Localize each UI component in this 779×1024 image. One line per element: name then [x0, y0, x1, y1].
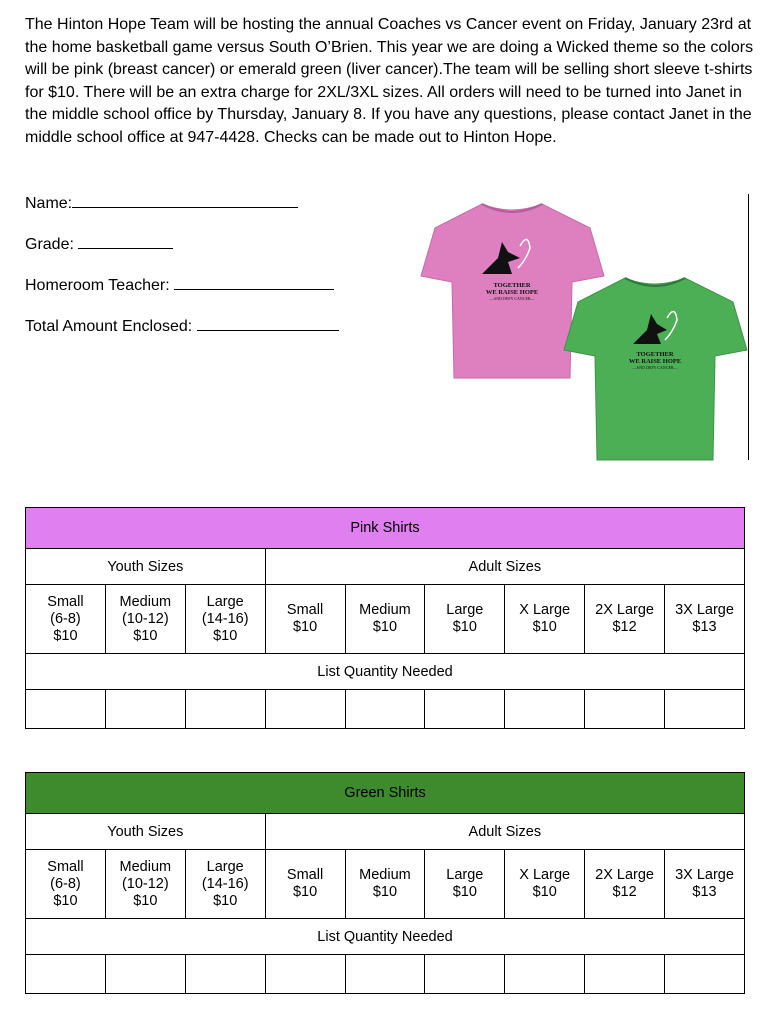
quantity-input-cell[interactable] — [345, 955, 425, 994]
green-table-title: Green Shirts — [26, 773, 745, 814]
pink-order-table — [25, 507, 745, 729]
quantity-label: List Quantity Needed — [26, 919, 745, 955]
teacher-label: Homeroom Teacher: — [25, 277, 175, 294]
quantity-input-cell[interactable] — [185, 955, 265, 994]
name-label: Name: — [25, 195, 73, 212]
teacher-line[interactable] — [174, 273, 334, 290]
size-cell-line: $10 — [53, 892, 78, 909]
size-cell-line: Medium — [359, 867, 411, 883]
size-cell-line: 3X Large — [675, 602, 734, 618]
intro-paragraph: The Hinton Hope Team will be hosting the annual Coaches vs Cancer event on Friday, January 23rd at the home basketball game versus South O’Brien. This year we are doing a Wicked theme so the colors will be pink (breast cancer) or emerald green (liver cancer).The team will be selling short sleeve t-shirts for $10. There will be an extra charge for 2XL/3XL sizes. All orders will need to be turned into Janet in the middle school office by Thursday, January 8. If you have any questions, please contact Janet in the middle school office at 947-4428. Checks can be made out to Hinton Hope. — [25, 16, 754, 146]
size-cell-line: (6-8) — [50, 610, 81, 627]
quantity-input-cell[interactable] — [265, 955, 345, 994]
size-cell-line: Small — [286, 867, 324, 883]
pink-print-line3: —AND DEFY CANCER— — [489, 296, 535, 301]
size-cell-line: 3X Large — [675, 867, 734, 883]
size-cell-line: $10 — [372, 884, 398, 900]
name-line[interactable] — [72, 191, 298, 208]
pink-print-line2: WE RAISE HOPE — [485, 289, 539, 296]
size-cell — [185, 850, 265, 919]
size-cell-line: (10-12) — [121, 610, 169, 627]
quantity-input-cell[interactable] — [105, 690, 185, 729]
size-cell-line: Large — [446, 602, 484, 618]
size-cell-line: Large — [206, 858, 244, 875]
size-cell-line: Small — [47, 593, 84, 610]
size-cell — [665, 585, 745, 654]
size-cell — [665, 850, 745, 919]
quantity-input-cell[interactable] — [425, 690, 505, 729]
pink-print-line1: TOGETHER — [493, 282, 531, 289]
size-cell-line: 2X Large — [595, 867, 654, 883]
size-cell-line: $10 — [133, 627, 158, 644]
size-cell-line: $13 — [692, 619, 717, 635]
size-row — [26, 585, 745, 654]
size-cell — [345, 585, 425, 654]
quantity-label: List Quantity Needed — [26, 654, 745, 690]
quantity-input-cell[interactable] — [185, 690, 265, 729]
size-cell-line: 2X Large — [595, 602, 654, 618]
name-field[interactable] — [25, 191, 298, 213]
size-cell-line: Large — [206, 593, 244, 610]
amount-line[interactable] — [197, 314, 339, 331]
size-cell — [585, 850, 665, 919]
teacher-field[interactable] — [25, 273, 334, 295]
size-cell-line: (6-8) — [50, 875, 81, 892]
quantity-input-cell[interactable] — [505, 955, 585, 994]
quantity-input-cell[interactable] — [105, 955, 185, 994]
size-cell — [505, 585, 585, 654]
quantity-input-cell[interactable] — [585, 690, 665, 729]
size-cell — [26, 585, 106, 654]
size-cell — [185, 585, 265, 654]
size-cell-line: $10 — [133, 892, 158, 909]
green-print-line2: WE RAISE HOPE — [628, 358, 682, 365]
size-cell-line: $10 — [213, 892, 238, 909]
size-cell — [105, 850, 185, 919]
youth-sizes-header: Youth Sizes — [26, 814, 266, 850]
size-cell-line: Small — [286, 602, 324, 618]
size-cell — [425, 850, 505, 919]
quantity-input-cell[interactable] — [26, 955, 106, 994]
size-cell-line: X Large — [519, 867, 571, 883]
size-cell — [265, 585, 345, 654]
size-cell-line: $13 — [692, 884, 717, 900]
size-cell-line: (14-16) — [201, 875, 249, 892]
size-cell-line: $10 — [213, 627, 238, 644]
pink-table-title: Pink Shirts — [26, 508, 745, 549]
size-row — [26, 850, 745, 919]
size-cell-line: (10-12) — [121, 875, 169, 892]
quantity-input-cell[interactable] — [345, 690, 425, 729]
size-cell-line: $10 — [292, 619, 318, 635]
size-cell-line: Medium — [119, 593, 172, 610]
size-cell — [105, 585, 185, 654]
size-cell-line: $12 — [612, 619, 637, 635]
quantity-input-cell[interactable] — [665, 690, 745, 729]
quantity-input-cell[interactable] — [265, 690, 345, 729]
quantity-row — [26, 955, 745, 994]
green-print-line1: TOGETHER — [636, 351, 674, 358]
amount-field[interactable] — [25, 314, 339, 336]
divider-line — [748, 194, 749, 460]
size-cell-line: Large — [446, 867, 484, 883]
size-cell-line: $12 — [612, 884, 637, 900]
size-cell-line: Medium — [359, 602, 411, 618]
size-cell-line: $10 — [372, 619, 398, 635]
size-cell-line: X Large — [519, 602, 571, 618]
green-shirt-image — [563, 272, 748, 462]
size-cell — [585, 585, 665, 654]
quantity-input-cell[interactable] — [505, 690, 585, 729]
size-cell-line: (14-16) — [201, 610, 249, 627]
size-cell — [505, 850, 585, 919]
size-cell — [26, 850, 106, 919]
grade-field[interactable] — [25, 232, 173, 254]
size-cell-line: $10 — [532, 619, 557, 635]
adult-sizes-header: Adult Sizes — [265, 814, 744, 850]
grade-line[interactable] — [78, 232, 173, 249]
quantity-row — [26, 690, 745, 729]
grade-label: Grade: — [25, 236, 79, 253]
size-cell-line: $10 — [452, 619, 477, 635]
amount-label: Total Amount Enclosed: — [25, 318, 197, 335]
size-cell-line: Small — [47, 858, 84, 875]
quantity-input-cell[interactable] — [26, 690, 106, 729]
green-print-line3: —AND DEFY CANCER— — [632, 365, 678, 370]
size-cell — [425, 585, 505, 654]
quantity-input-cell[interactable] — [585, 955, 665, 994]
size-cell — [345, 850, 425, 919]
green-order-table — [25, 772, 745, 994]
size-cell-line: Medium — [119, 858, 172, 875]
size-cell-line: $10 — [532, 884, 557, 900]
youth-sizes-header: Youth Sizes — [26, 549, 266, 585]
quantity-input-cell[interactable] — [665, 955, 745, 994]
size-cell-line: $10 — [452, 884, 477, 900]
size-cell-line: $10 — [53, 627, 78, 644]
quantity-input-cell[interactable] — [425, 955, 505, 994]
size-cell-line: $10 — [292, 884, 318, 900]
adult-sizes-header: Adult Sizes — [265, 549, 744, 585]
size-cell — [265, 850, 345, 919]
